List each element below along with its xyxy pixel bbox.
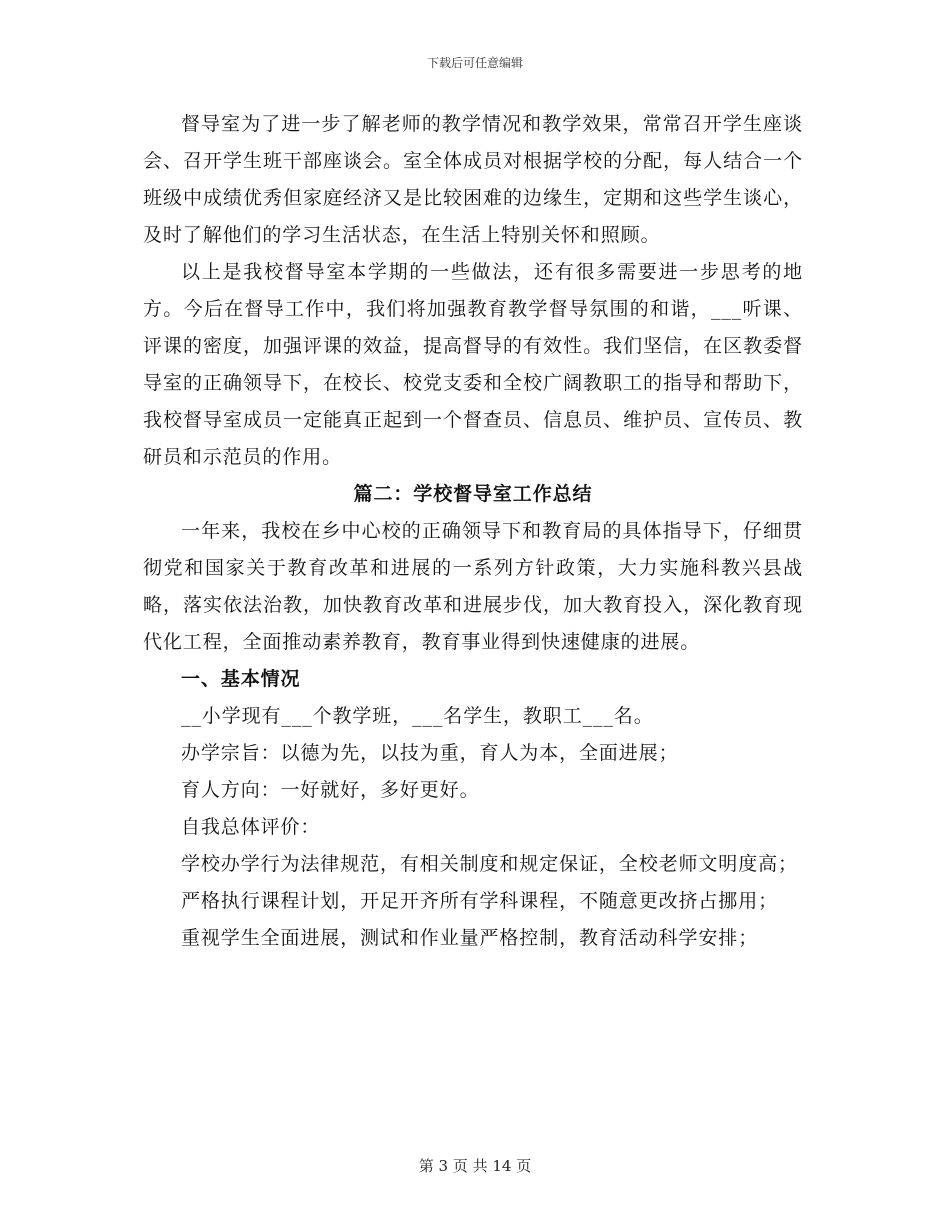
page-header: 下载后可任意编辑 — [426, 56, 523, 70]
subsection-title: 一、基本情况 — [181, 668, 301, 690]
basic-info-line: 严格执行课程计划，开足开齐所有学科课程，不随意更改挤占挪用； — [181, 890, 779, 912]
document-body — [143, 106, 803, 957]
basic-info-line: 重视学生全面进展，测试和作业量严格控制，教育活动科学安排； — [181, 927, 759, 949]
basic-info-line: 学校办学行为法律规范，有相关制度和规定保证，全校老师文明度高； — [181, 853, 798, 875]
paragraph-future-plans: 以上是我校督导室本学期的一些做法，还有很多需要进一步思考的地方。今后在督导工作中，我们将加强教育教学督导氛围的和谐，___听课、评课的密度，加强评课的效益，提高督导的有效性。我们坚信，在区教委督导室的正确领导下，在校长、校党支委和全校广阔教职工的指导和帮助下，我校督导室成员一定能真正起到一个督查员、信息员、维护员、宣传员、教研员和示范员的作用。 — [143, 261, 803, 468]
basic-info-line: 自我总体评价： — [181, 816, 321, 838]
basic-info-line: 育人方向：一好就好，多好更好。 — [181, 779, 480, 801]
section-title: 篇二：学校督导室工作总结 — [353, 483, 593, 505]
paragraph-section-intro: 一年来，我校在乡中心校的正确领导下和教育局的具体指导下，仔细贯彻党和国家关于教育改革和进展的一系列方针政策，大力实施科教兴县战略，落实依法治教，加快教育改革和进展步伐，加大教育投入，深化教育现代化工程，全面推动素养教育，教育事业得到快速健康的进展。 — [143, 520, 803, 653]
basic-info-line: __小学现有___个教学班，___名学生，教职工___名。 — [181, 705, 654, 727]
basic-info-line: 办学宗旨：以德为先，以技为重，育人为本，全面进展； — [181, 742, 679, 764]
paragraph-supervision-activities: 督导室为了进一步了解老师的教学情况和教学效果，常常召开学生座谈会、召开学生班干部座谈会。室全体成员对根据学校的分配，每人结合一个班级中成绩优秀但家庭经济又是比较困难的边缘生，定期和这些学生谈心，及时了解他们的学习生活状态，在生活上特别关怀和照顾。 — [143, 113, 803, 246]
page-number: 第 3 页 共 14 页 — [418, 1157, 532, 1175]
